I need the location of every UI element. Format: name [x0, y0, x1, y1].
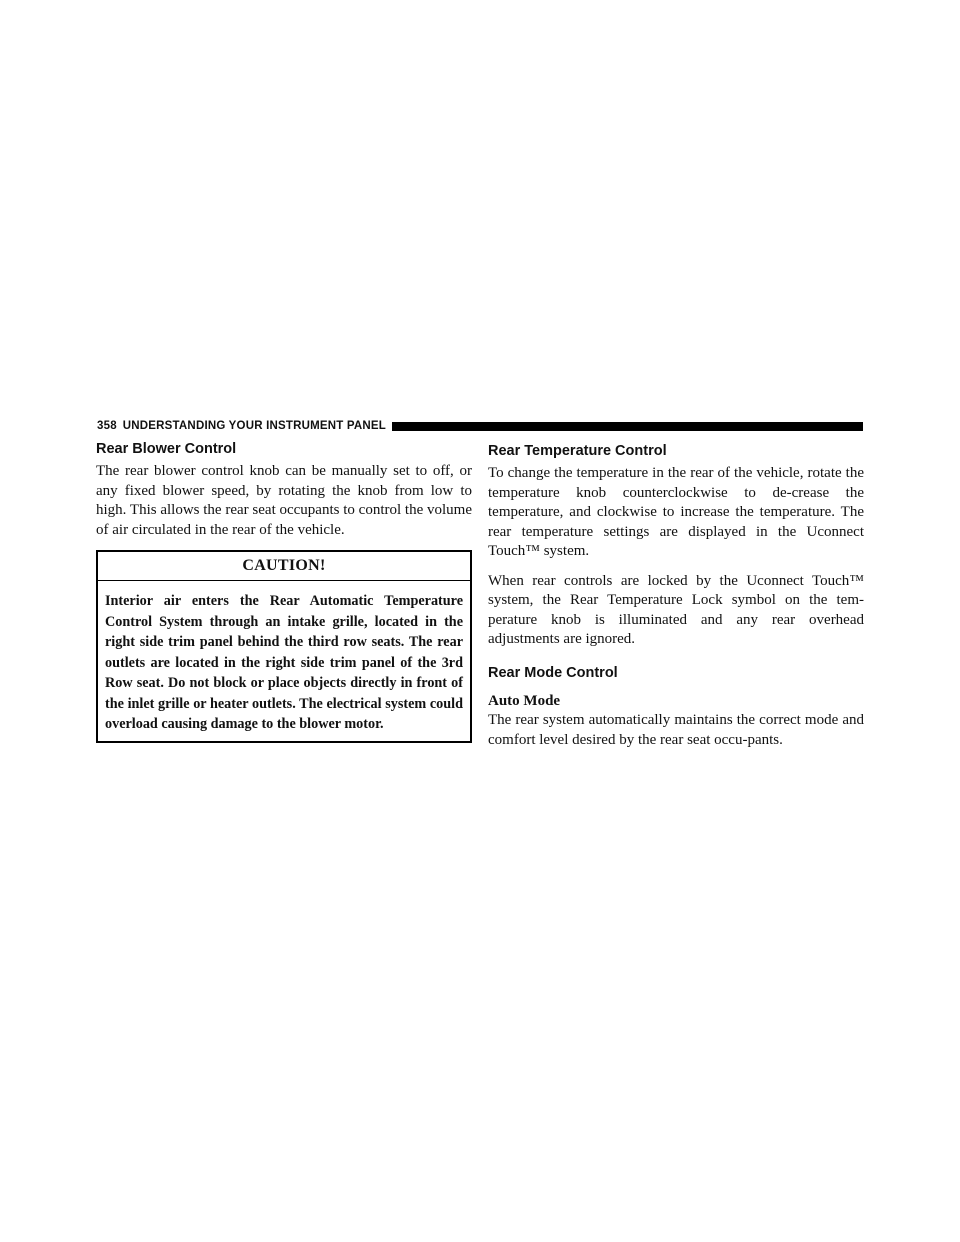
rear-temperature-heading: Rear Temperature Control	[488, 443, 667, 459]
auto-mode-subheading: Auto Mode	[488, 692, 561, 709]
caution-box	[96, 550, 472, 743]
right-column	[488, 440, 864, 760]
rear-temperature-text-2: When rear controls are locked by the Uconnect Touch™ system, the Rear Temperature Lock symbol on the tem-perature knob is illuminated and any rear overhead adjustments are ignored.	[488, 572, 864, 647]
section-title: UNDERSTANDING YOUR INSTRUMENT PANEL	[122, 420, 386, 432]
rear-temperature-text-1: To change the temperature in the rear of the vehicle, rotate the temperature knob counterclockwise to de-crease the temperature, and clockwise to increase the temperature. The rear temperature settings are displayed in the Uconnect Touch™ system.	[488, 465, 864, 559]
auto-mode-text: The rear system automatically maintains the correct mode and comfort level desired by the rear seat occu-pants.	[488, 712, 864, 748]
left-column	[96, 440, 472, 743]
rear-blower-heading: Rear Blower Control	[96, 441, 237, 457]
caution-title: CAUTION!	[98, 552, 470, 581]
rear-blower-text: The rear blower control knob can be manually set to off, or any fixed blower speed, by rotating the knob from low to high. This allows the rear seat occupants to control the volume of air circulated in the rear of the vehicle.	[96, 463, 472, 538]
header-rule	[392, 422, 863, 431]
caution-text: Interior air enters the Rear Automatic Temperature Control System through an intake grille, located in the right side trim panel behind the third row seats. The rear outlets are located in the right side trim panel of the 3rd Row seat. Do not block or place objects directly in front of the inlet grille or heater outlets. The electrical system could overload causing damage to the blower motor.	[105, 593, 463, 732]
rear-mode-heading: Rear Mode Control	[488, 664, 618, 681]
page-number: 358	[97, 420, 117, 432]
page-header	[97, 419, 863, 433]
